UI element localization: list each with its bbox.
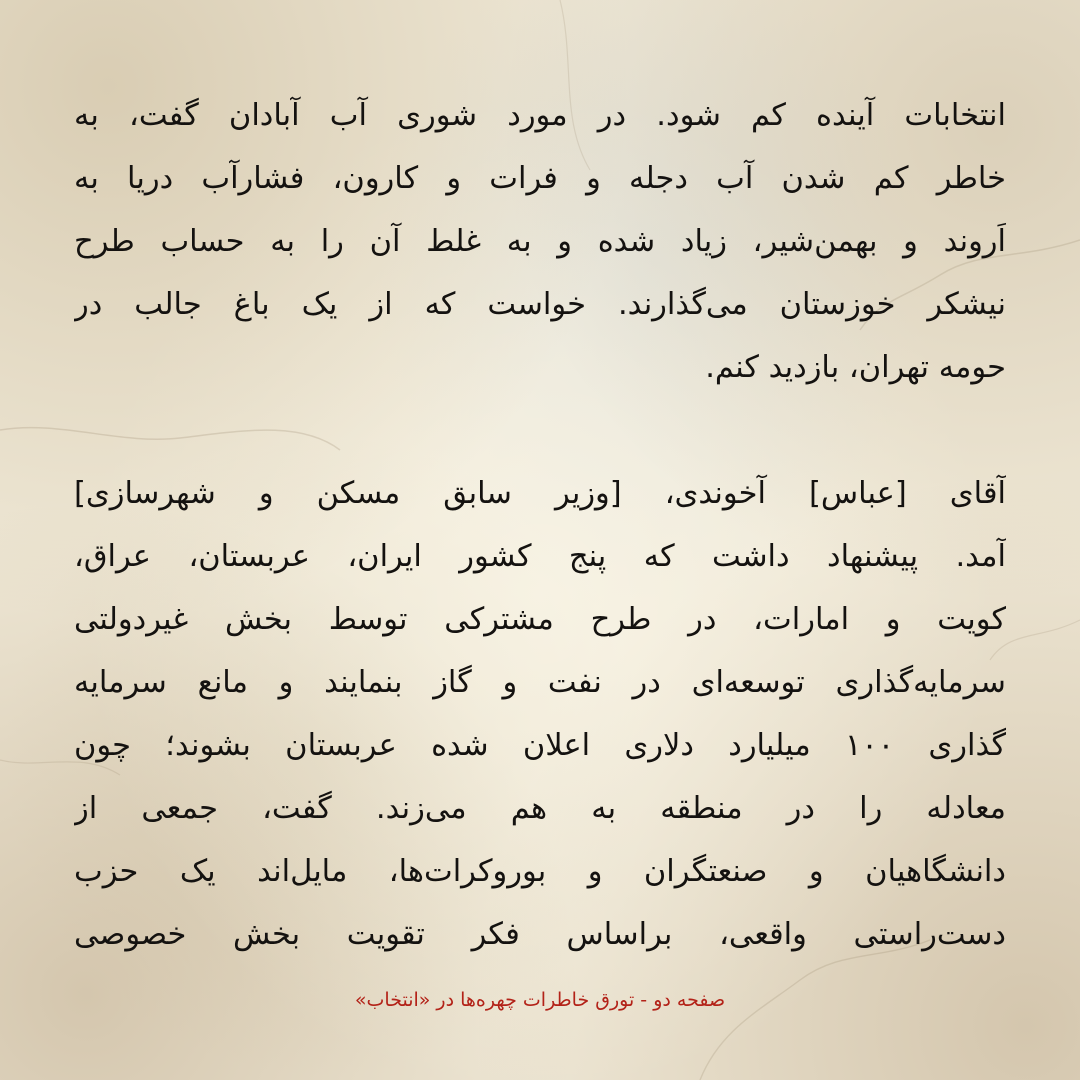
paragraph-2 (74, 462, 1006, 966)
paragraph-1-line: خاطر کم شدن آب دجله و فرات و کارون، فشارآب دریا به (74, 161, 1006, 196)
paragraph-2-line: سرمایه‌گذاری توسعه‌ای در نفت و گاز بنمایند و مانع سرمایه (74, 665, 1006, 700)
paragraph-2-line: آمد. پیشنهاد داشت که پنج کشور ایران، عربستان، عراق، (74, 539, 1006, 574)
paragraph-2-line: کویت و امارات، در طرح مشترکی توسط بخش غیردولتی (74, 602, 1006, 637)
paragraph-2-line: دست‌راستی واقعی، براساس فکر تقویت بخش خصوصی (74, 917, 1006, 952)
paragraph-1-line: حومه تهران، بازدید کنم. (705, 350, 1006, 385)
paragraph-2-line: گذاری ۱۰۰ میلیارد دلاری اعلان شده عربستان بشوند؛ چون (74, 728, 1006, 763)
page-footer-caption: صفحه دو - تورق خاطرات چهره‌ها در «انتخاب» (354, 989, 726, 1011)
paragraph-1 (74, 84, 1006, 399)
paragraph-1-line: انتخابات آینده کم شود. در مورد شوری آب آبادان گفت، به (74, 98, 1006, 133)
paragraph-2-line: آقای [عباس] آخوندی، [وزیر سابق مسکن و شهرسازی] (74, 476, 1006, 511)
paragraph-2-line: دانشگاهیان و صنعتگران و بوروکرات‌ها، مایل‌اند یک حزب (74, 854, 1006, 889)
paragraph-1-line: نیشکر خوزستان می‌گذارند. خواست که از یک باغ جالب در (74, 287, 1006, 322)
paragraph-2-line: معادله را در منطقه به هم می‌زند. گفت، جمعی از (74, 791, 1006, 826)
paragraph-1-line: اَروند و بهمن‌شیر، زیاد شده و به غلط آن را به حساب طرح (74, 224, 1006, 259)
